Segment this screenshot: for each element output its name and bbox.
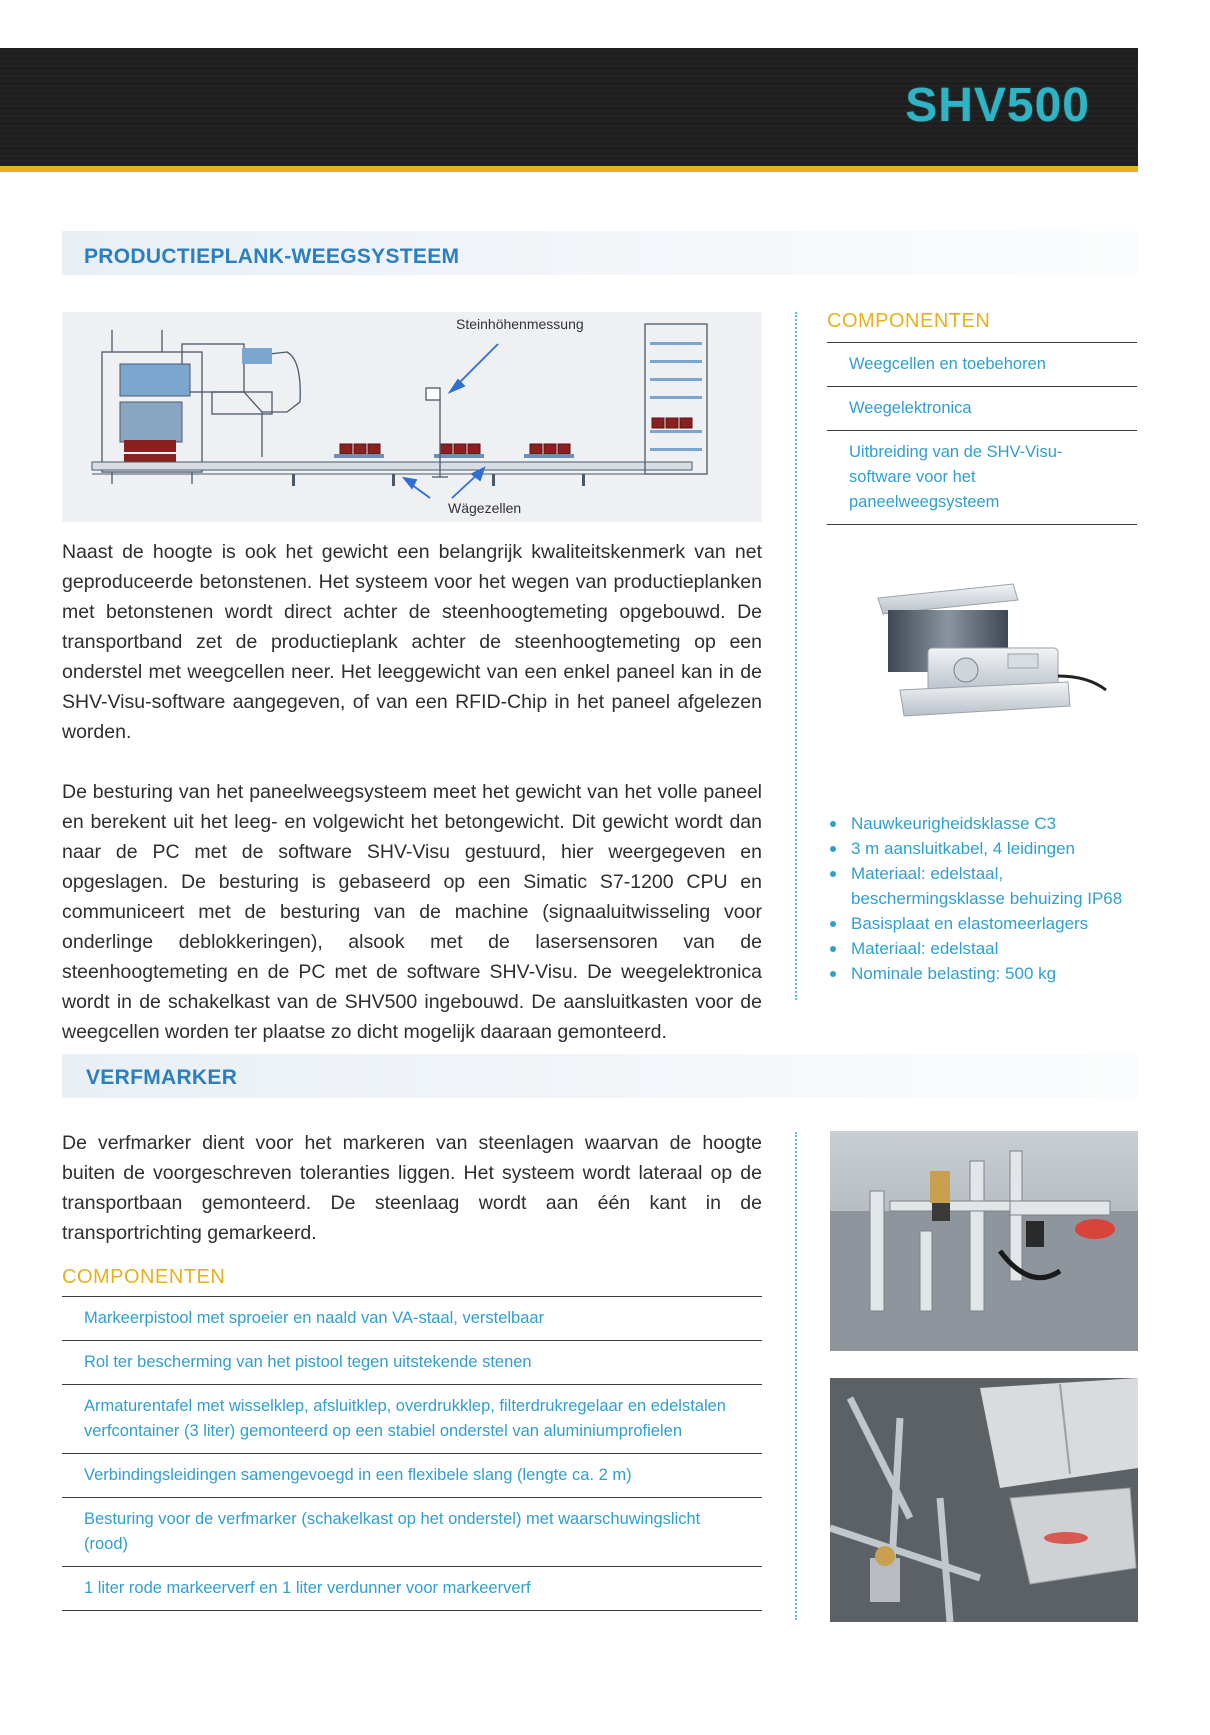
paint-marker-description	[62, 1128, 762, 1248]
component-item: Besturing voor de verfmarker (schakelkast op het onderstel) met waarschuwingslicht (rood)	[62, 1497, 762, 1566]
header-accent-line	[0, 166, 1138, 172]
weighing-paragraph-2: De besturing van het paneelweegsysteem meet het gewicht van het volle paneel en berekent uit het leeg- en volgewicht het betongewicht. Dit gewicht wordt dan naar de PC met de software SHV-Visu gestuurd, hier weergegeven en opgeslagen. De besturing is gebaseerd op een Simatic S7-1200 CPU en communiceert met de besturing van de machine (signaaluitwisseling voor onderlinge deblokkeringen), alsook met de lasersensoren van de steenhoogtemeting en de PC met de software SHV-Visu. De weegelektronica wordt in de schakelkast van de SHV500 ingebouwd. De aansluitkasten voor de weegcellen worden ter plaatse zo dicht mogelijk daaraan gemonteerd.	[62, 781, 762, 1043]
load-cell-specs	[827, 811, 1137, 986]
weighing-paragraph-1: Naast de hoogte is ook het gewicht een belangrijk kwaliteitskenmerk van net geproduceerde betonstenen. Het systeem voor het wegen van productieplanken met betonstenen wordt direct achter de steenhoogtemeting opgebouwd. De transportband zet de productieplank achter de steenhoogtemeting op een onderstel met weegcellen neer. Het leeggewicht van een enkel paneel kan in de SHV-Visu-software aangegeven, of van een RFID-Chip in het paneel afgelezen worden.	[62, 541, 762, 743]
spec-item: 3 m aansluitkabel, 4 leidingen	[827, 836, 1137, 861]
spec-item: Basisplaat en elastomeerlagers	[827, 911, 1137, 936]
page-title: SHV500	[905, 79, 1090, 132]
spec-item: Nauwkeurigheidsklasse C3	[827, 811, 1137, 836]
weighing-system-diagram	[62, 312, 762, 522]
components-list-weighing	[827, 342, 1137, 525]
section-title-weighing: PRODUCTIEPLANK-WEEGSYSTEEM	[84, 245, 460, 268]
component-item: Weegelektronica	[827, 386, 1137, 430]
spec-item: Materiaal: edelstaal, beschermingsklasse behuizing IP68	[827, 861, 1137, 911]
diagram-label-height-measurement: Steinhöhenmessung	[456, 316, 584, 332]
load-cell-photo	[858, 578, 1118, 738]
diagram-drawing	[62, 312, 762, 522]
spec-item: Nominale belasting: 500 kg	[827, 961, 1137, 986]
component-item: Rol ter bescherming van het pistool tegen uitstekende stenen	[62, 1340, 762, 1384]
component-item: 1 liter rode markeerverf en 1 liter verdunner voor markeerverf	[62, 1566, 762, 1611]
components-heading-weighing: COMPONENTEN	[827, 310, 991, 332]
column-divider-2	[795, 1132, 797, 1620]
component-item: Uitbreiding van de SHV-Visu-software voor het paneelweegsysteem	[827, 430, 1137, 525]
components-list-paint-marker	[62, 1296, 762, 1611]
column-divider-1	[795, 312, 797, 1000]
paint-marker-in-use-photo	[830, 1378, 1138, 1622]
section-title-paint-marker: VERFMARKER	[86, 1066, 238, 1089]
weighing-description	[62, 537, 762, 1047]
paint-marker-paragraph: De verfmarker dient voor het markeren van steenlagen waarvan de hoogte buiten de voorgeschreven toleranties liggen. Het systeem wordt lateraal op de transportbaan gemonteerd. De steenlaag wordt aan één kant in de transportrichting gemarkeerd.	[62, 1132, 762, 1244]
component-item: Weegcellen en toebehoren	[827, 342, 1137, 386]
spec-item: Materiaal: edelstaal	[827, 936, 1137, 961]
component-item: Markeerpistool met sproeier en naald van VA-staal, verstelbaar	[62, 1296, 762, 1340]
diagram-label-load-cells: Wägezellen	[448, 500, 522, 516]
component-item: Armaturentafel met wisselklep, afsluitklep, overdrukklep, filterdrukregelaar en edelstalen verfcontainer (3 liter) gemonteerd op een stabiel onderstel van aluminiumprofielen	[62, 1384, 762, 1453]
component-item: Verbindingsleidingen samengevoegd in een flexibele slang (lengte ca. 2 m)	[62, 1453, 762, 1497]
components-heading-paint-marker: COMPONENTEN	[62, 1266, 226, 1288]
paint-marker-photo	[830, 1131, 1138, 1351]
